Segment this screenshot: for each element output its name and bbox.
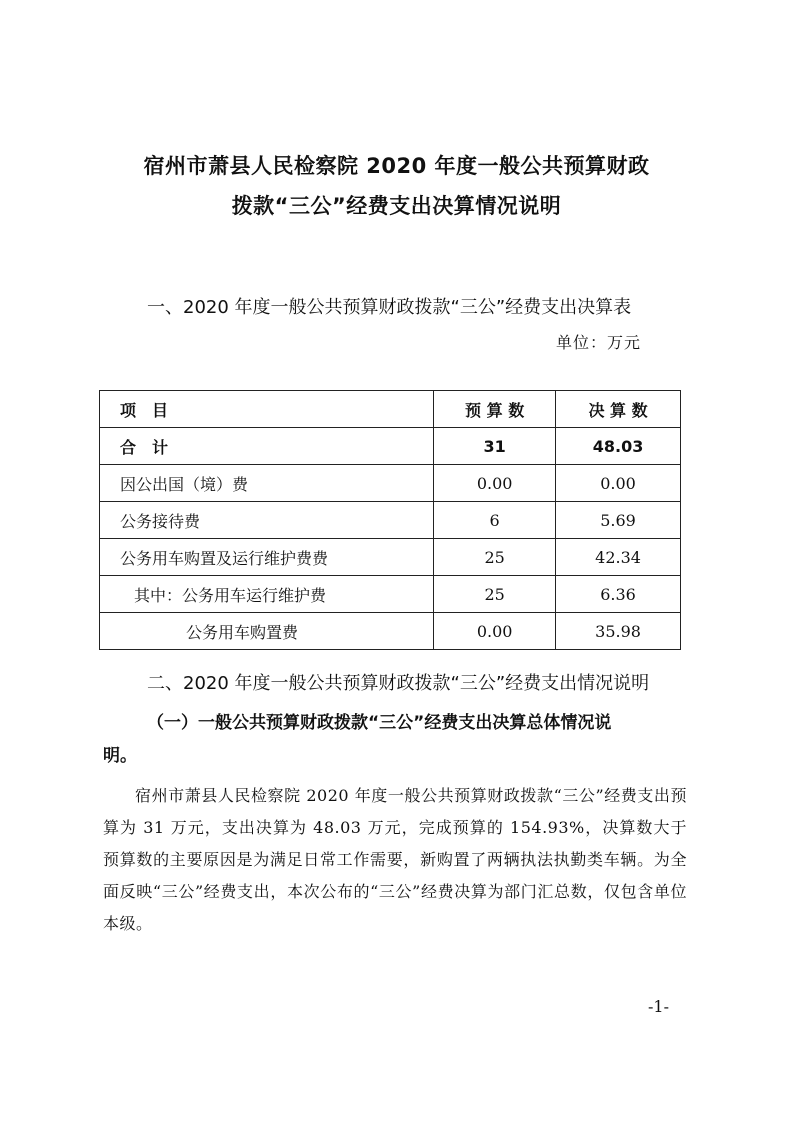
table-row — [100, 465, 681, 502]
row-final: 5.69 — [556, 502, 681, 539]
row-final: 42.34 — [556, 539, 681, 576]
budget-table — [99, 390, 681, 650]
table-row-total — [100, 428, 681, 465]
doc-title-line2: 拨款“三公”经费支出决算情况说明 — [231, 194, 562, 218]
header-final: 决 算 数 — [556, 391, 681, 428]
row-item: 因公出国（境）费 — [100, 465, 434, 502]
subsection1-heading-continued: 明。 — [103, 746, 137, 766]
row-budget: 31 — [434, 428, 556, 465]
row-item: 合 计 — [100, 428, 434, 465]
row-budget: 25 — [434, 539, 556, 576]
row-budget: 6 — [434, 502, 556, 539]
header-item: 项 目 — [100, 391, 434, 428]
page-number: -1- — [648, 997, 669, 1016]
row-budget: 0.00 — [434, 465, 556, 502]
doc-title-line1: 宿州市萧县人民检察院 2020 年度一般公共预算财政 — [143, 154, 650, 178]
table-row — [100, 576, 681, 613]
table-row — [100, 502, 681, 539]
subsection1-heading: （一）一般公共预算财政拨款“三公”经费支出决算总体情况说 — [147, 713, 612, 733]
row-item: 公务用车购置费 — [100, 613, 434, 650]
table-row — [100, 613, 681, 650]
row-final: 48.03 — [556, 428, 681, 465]
row-final: 35.98 — [556, 613, 681, 650]
row-item: 公务接待费 — [100, 502, 434, 539]
section1-heading: 一、2020 年度一般公共预算财政拨款“三公”经费支出决算表 — [147, 297, 632, 318]
row-budget: 0.00 — [434, 613, 556, 650]
table-row — [100, 539, 681, 576]
section2-heading: 二、2020 年度一般公共预算财政拨款“三公”经费支出情况说明 — [147, 673, 650, 694]
body-paragraph: 宿州市萧县人民检察院 2020 年度一般公共预算财政拨款“三公”经费支出预算为 31 万元，支出决算为 48.03 万元，完成预算的 154.93%，决算数大于预算数的主要原因是为满足日常工作需要，新购置了两辆执法执勤类车辆。为全面反映“三公”经费支出，本次公布的“三公”经费决算为部门汇总数，仅包含单位本级。 — [103, 786, 687, 933]
header-budget: 预 算 数 — [434, 391, 556, 428]
table-header-row — [100, 391, 681, 428]
row-budget: 25 — [434, 576, 556, 613]
row-final: 6.36 — [556, 576, 681, 613]
row-item: 公务用车购置及运行维护费费 — [100, 539, 434, 576]
row-final: 0.00 — [556, 465, 681, 502]
unit-label: 单位：万元 — [556, 333, 642, 352]
row-item: 其中：公务用车运行维护费 — [100, 576, 434, 613]
